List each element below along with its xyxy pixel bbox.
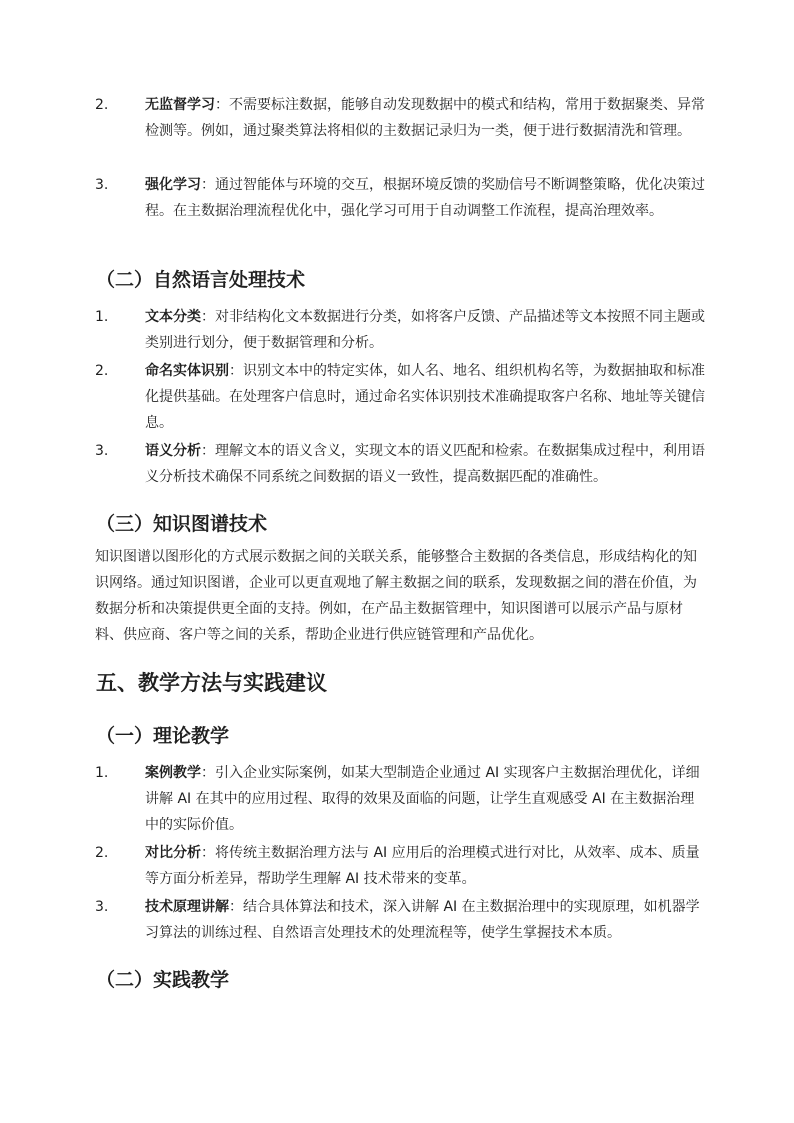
chapter-heading: 五、教学方法与实践建议: [96, 671, 327, 695]
list-item-semantic-analysis: [95, 438, 705, 490]
list-item-comparative-analysis: [95, 840, 705, 892]
list-text: ：通过智能体与环境的交互，根据环境反馈的奖励信号不断调整策略，优化决策过程。在主数据治理流程优化中，强化学习可用于自动调整工作流程，提高治理效率。: [145, 177, 705, 219]
list-text: ：将传统主数据治理方法与 AI 应用后的治理模式进行对比，从效率、成本、质量等方面分析差异，帮助学生理解 AI 技术带来的变革。: [145, 845, 700, 887]
list-item-unsupervised-learning: [95, 92, 705, 144]
list-number: 1.: [95, 309, 109, 325]
list-number: 3.: [95, 899, 109, 915]
section-heading-nlp: （二）自然语言处理技术: [96, 269, 306, 291]
list-text: ：理解文本的语义含义，实现文本的语义匹配和检索。在数据集成过程中，利用语义分析技术确保不同系统之间数据的语义一致性，提高数据匹配的准确性。: [145, 443, 705, 485]
list-text: ：识别文本中的特定实体，如人名、地名、组织机构名等，为数据抽取和标准化提供基础。在处理客户信息时，通过命名实体识别技术准确提取客户名称、地址等关键信息。: [145, 363, 705, 431]
list-number: 2.: [95, 845, 109, 861]
list-number: 2.: [95, 363, 109, 379]
list-item-text-classification: [95, 304, 705, 356]
list-item-named-entity-recognition: [95, 358, 705, 436]
list-text: ：对非结构化文本数据进行分类，如将客户反馈、产品描述等文本按照不同主题或类别进行划分，便于数据管理和分析。: [145, 309, 705, 351]
list-term: 无监督学习: [145, 97, 215, 113]
list-term: 文本分类: [145, 309, 201, 325]
list-text: ：引入企业实际案例，如某大型制造企业通过 AI 实现客户主数据治理优化，详细讲解 AI 在其中的应用过程、取得的效果及面临的问题，让学生直观感受 AI 在主数据治理中的实际价值。: [145, 765, 700, 833]
section-heading-practice-teaching: （二）实践教学: [96, 969, 230, 991]
list-text: ：结合具体算法和技术，深入讲解 AI 在主数据治理中的实现原理，如机器学习算法的训练过程、自然语言处理技术的处理流程等，使学生掌握技术本质。: [145, 899, 700, 941]
list-item-technical-principles: [95, 894, 705, 946]
knowledge-graph-paragraph: 知识图谱以图形化的方式展示数据之间的关联关系，能够整合主数据的各类信息，形成结构化的知识网络。通过知识图谱，企业可以更直观地了解主数据之间的联系，发现数据之间的潜在价值，为数据分析和决策提供更全面的支持。例如，在产品主数据管理中，知识图谱可以展示产品与原材料、供应商、客户等之间的关系，帮助企业进行供应链管理和产品优化。: [95, 549, 697, 643]
list-number: 2.: [95, 97, 109, 113]
list-term: 对比分析: [145, 845, 201, 861]
list-item-case-teaching: [95, 760, 705, 838]
section-heading-theory-teaching: （一）理论教学: [96, 725, 230, 747]
list-term: 命名实体识别: [145, 363, 229, 379]
list-item-reinforcement-learning: [95, 172, 705, 224]
section-heading-knowledge-graph: （三）知识图谱技术: [96, 513, 268, 535]
list-number: 1.: [95, 765, 109, 781]
list-term: 强化学习: [145, 177, 201, 193]
list-term: 语义分析: [145, 443, 201, 459]
list-term: 技术原理讲解: [145, 899, 229, 915]
list-number: 3.: [95, 177, 109, 193]
list-number: 3.: [95, 443, 109, 459]
list-text: ：不需要标注数据，能够自动发现数据中的模式和结构，常用于数据聚类、异常检测等。例如，通过聚类算法将相似的主数据记录归为一类，便于进行数据清洗和管理。: [145, 97, 705, 139]
list-term: 案例教学: [145, 765, 201, 781]
